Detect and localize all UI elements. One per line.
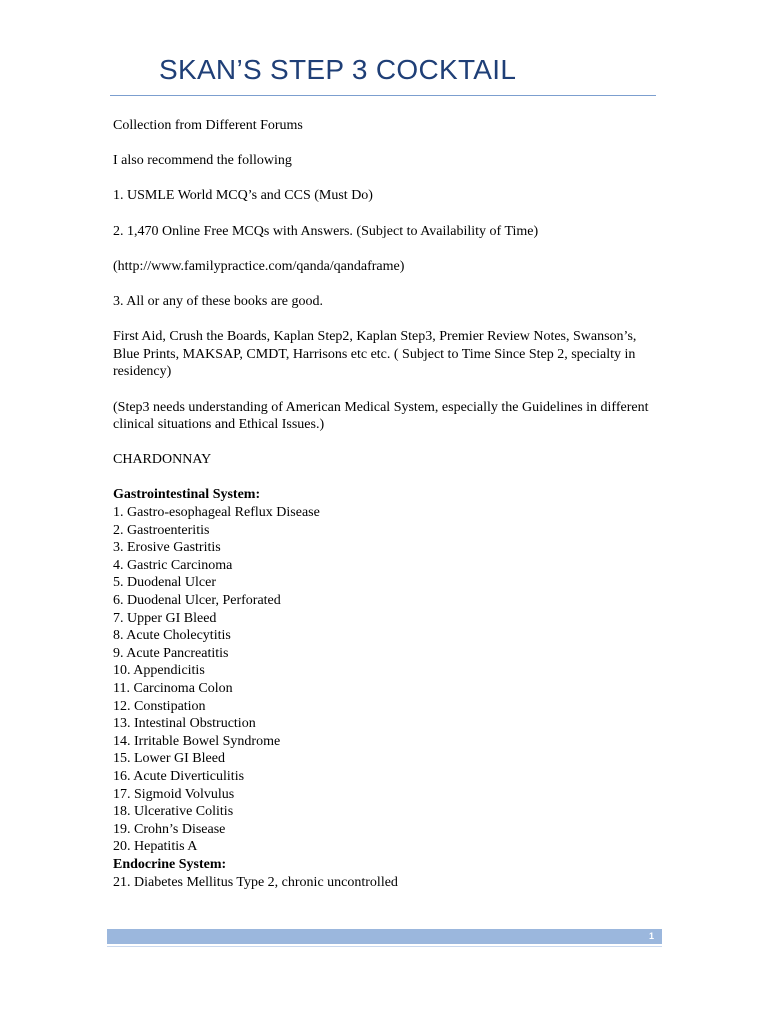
intro-line-recommend: I also recommend the following [113, 153, 292, 169]
endocrine-system-section [113, 856, 653, 891]
list-item: 4. Gastric Carcinoma [113, 557, 233, 573]
step3-note-paragraph: (Step3 needs understanding of American Medical System, especially the Guidelines in different clinical situations and Ethical Issues.) [113, 399, 649, 433]
list-item: 14. Irritable Bowel Syndrome [113, 733, 281, 749]
recommendation-2: 2. 1,470 Online Free MCQs with Answers. (Subject to Availability of Time) [113, 223, 539, 239]
footer-underline [107, 946, 662, 947]
gi-topic-list [113, 504, 653, 856]
gi-system-section [113, 486, 653, 855]
list-item: 19. Crohn’s Disease [113, 821, 226, 837]
list-item: 11. Carcinoma Colon [113, 681, 233, 696]
section-heading-endocrine: Endocrine System: [113, 856, 227, 872]
endocrine-topic-list [113, 874, 653, 892]
list-item: 12. Constipation [113, 698, 206, 714]
list-item: 3. Erosive Gastritis [113, 540, 221, 556]
list-item: 7. Upper GI Bleed [113, 610, 217, 626]
list-item: 2. Gastroenteritis [113, 522, 210, 538]
list-item: 9. Acute Pancreatitis [113, 645, 229, 661]
footer-bar [107, 929, 662, 944]
page-number: 1 [648, 931, 654, 941]
list-item: 1. Gastro-esophageal Reflux Disease [113, 505, 320, 521]
list-item: 18. Ulcerative Colitis [113, 804, 234, 820]
list-item: 6. Duodenal Ulcer, Perforated [113, 593, 281, 609]
list-item: 15. Lower GI Bleed [113, 751, 225, 767]
list-item: 8. Acute Cholecytitis [113, 628, 231, 644]
list-item: 5. Duodenal Ulcer [113, 575, 217, 591]
title-underline [110, 95, 656, 96]
list-item: 21. Diabetes Mellitus Type 2, chronic uncontrolled [113, 874, 398, 890]
chardonnay-heading: CHARDONNAY [113, 452, 212, 468]
document-body [113, 117, 653, 891]
section-heading-gi: Gastrointestinal System: [113, 487, 261, 503]
list-item: 20. Hepatitis A [113, 839, 198, 855]
list-item: 17. Sigmoid Volvulus [113, 786, 235, 802]
intro-line-forums: Collection from Different Forums [113, 118, 303, 133]
list-item: 10. Appendicitis [113, 663, 205, 679]
list-item: 13. Intestinal Obstruction [113, 716, 256, 732]
recommendation-url: (http://www.familypractice.com/qanda/qandaframe) [113, 258, 405, 274]
list-item: 16. Acute Diverticulitis [113, 768, 245, 784]
recommendation-1: 1. USMLE World MCQ’s and CCS (Must Do) [113, 188, 373, 204]
document-title: SKAN’S STEP 3 COCKTAIL [159, 54, 517, 85]
books-list-paragraph: First Aid, Crush the Boards, Kaplan Step2, Kaplan Step3, Premier Review Notes, Swanson’s, Blue Prints, MAKSAP, CMDT, Harrisons etc etc. ( Subject to Time Since Step 2, specialty in residency) [113, 329, 637, 380]
recommendation-3: 3. All or any of these books are good. [113, 293, 323, 309]
